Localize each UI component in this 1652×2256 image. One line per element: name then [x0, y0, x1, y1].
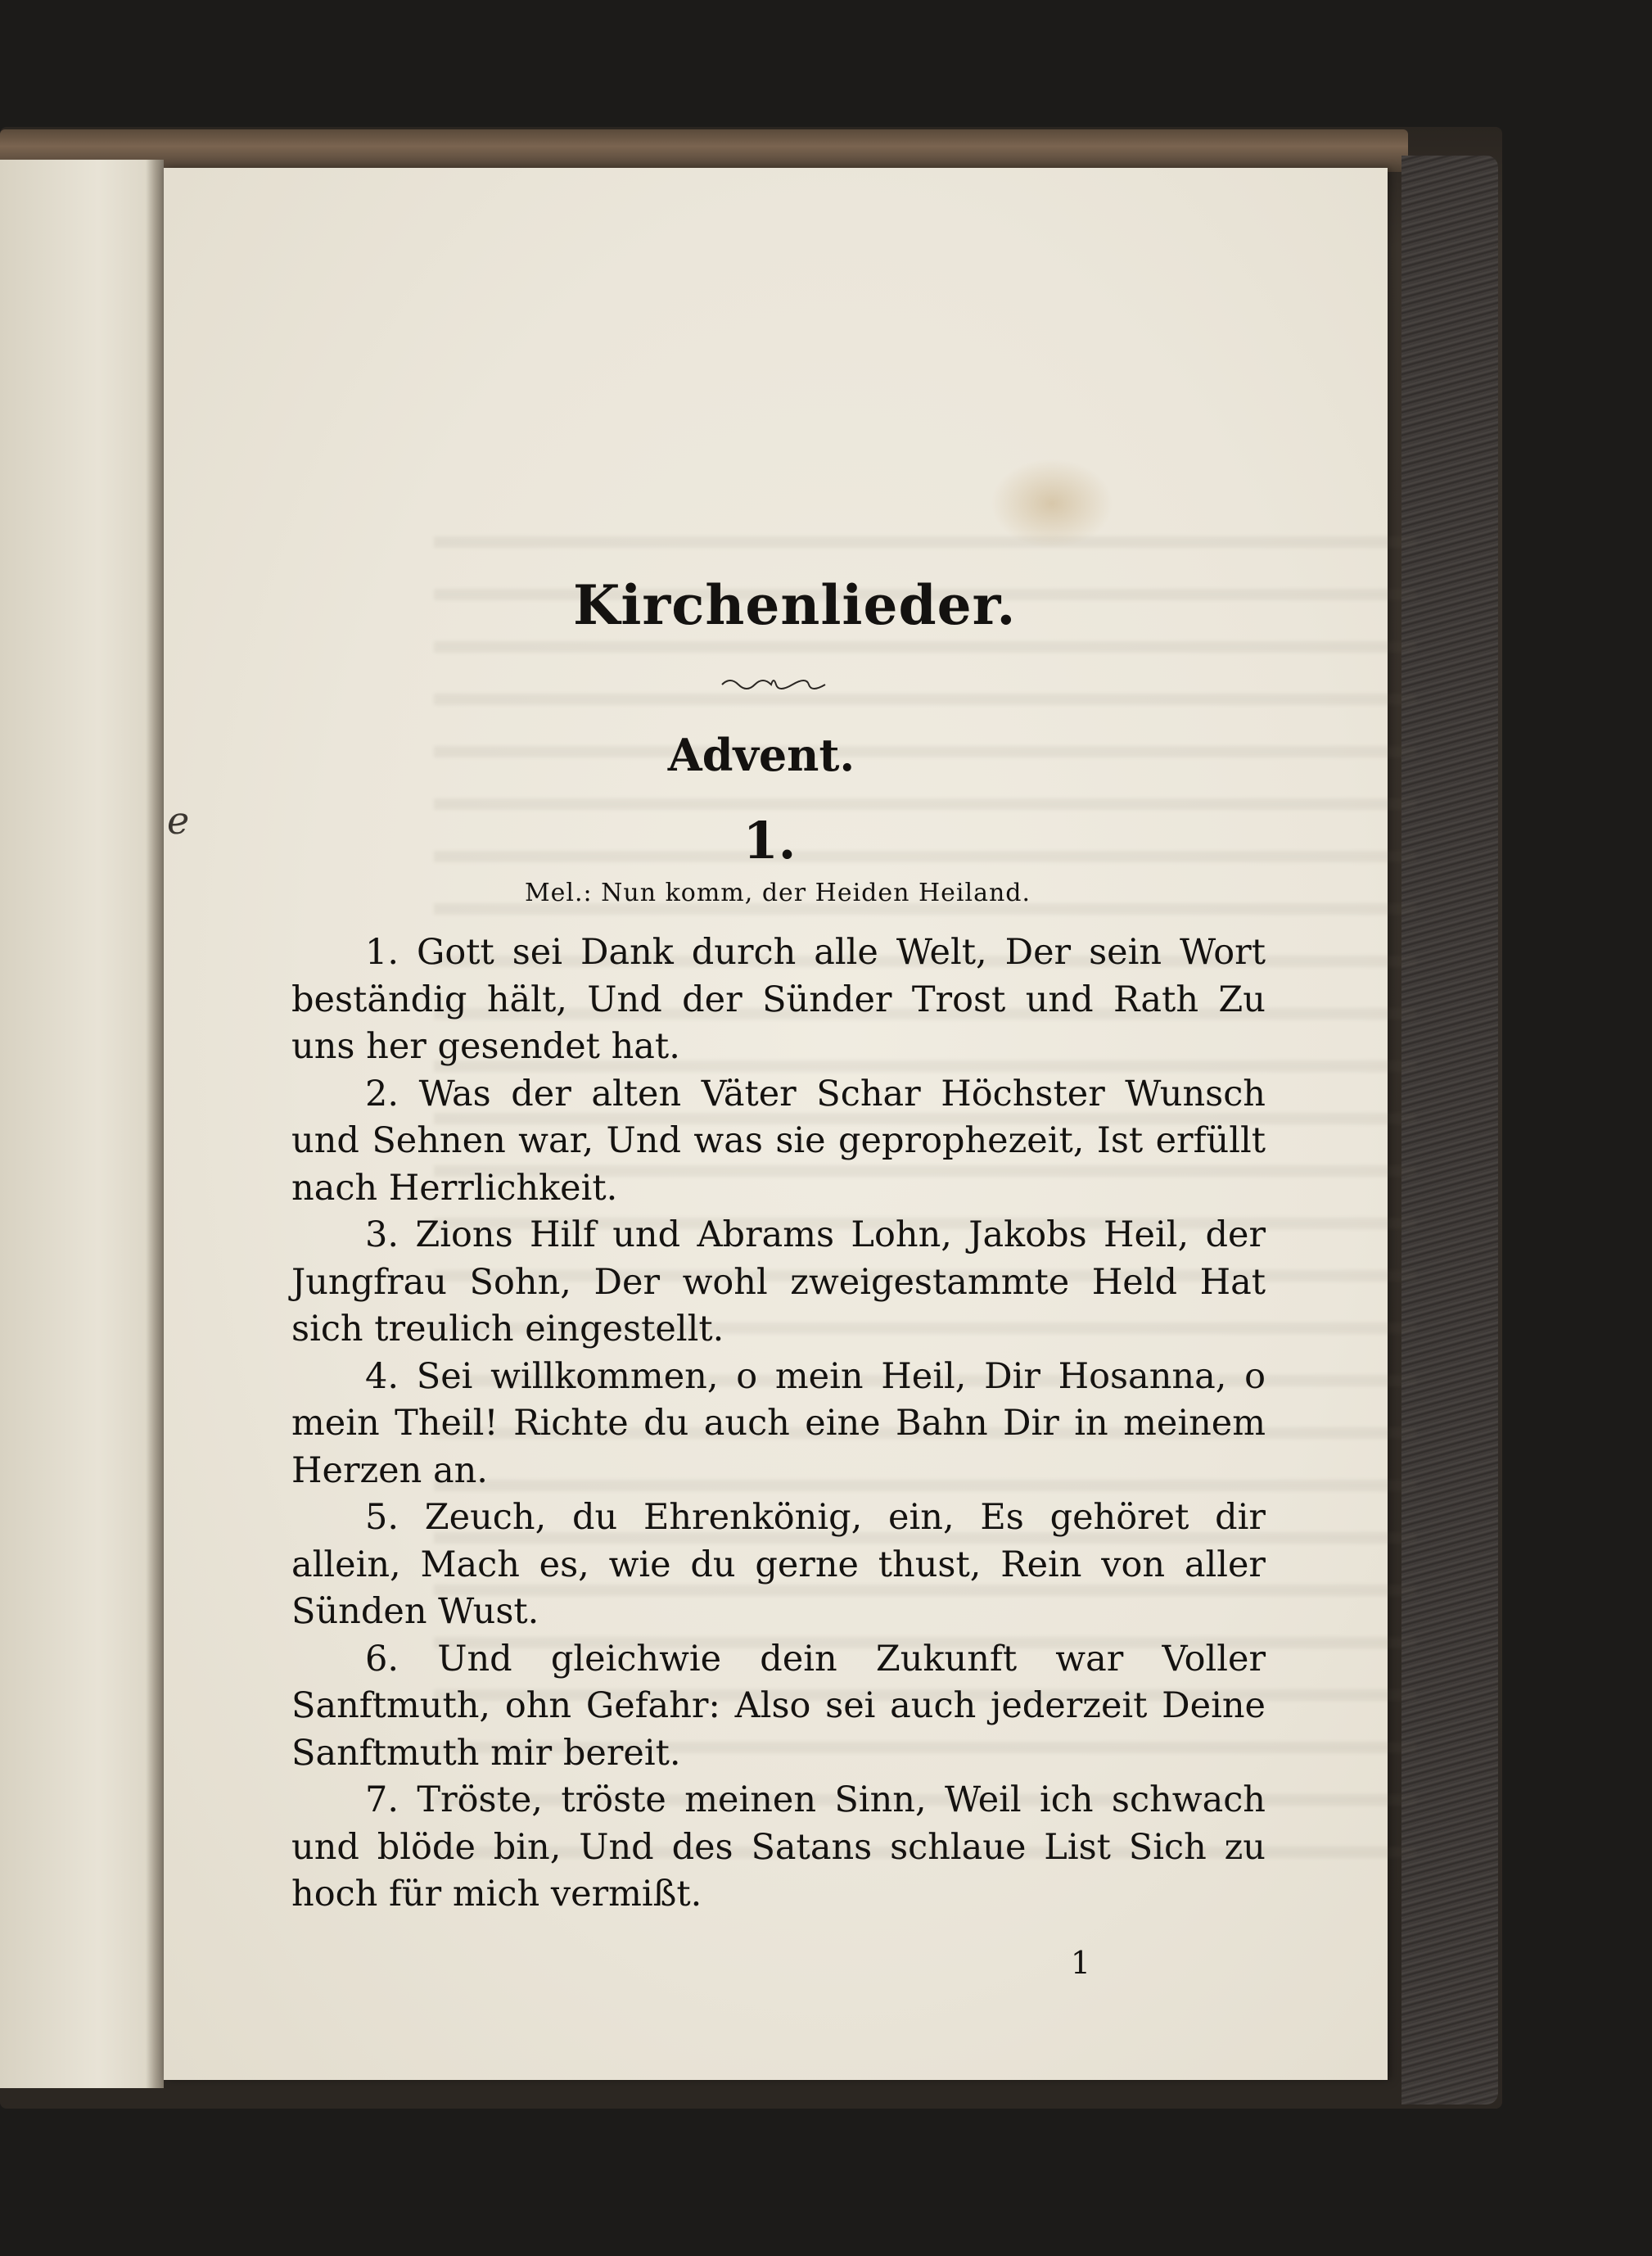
hymn-number: 1.: [742, 811, 797, 870]
section-heading: Advent.: [667, 729, 855, 781]
verse: 4. Sei willkommen, o mein Heil, Dir Hosanna, o mein Theil! Richte du auch eine Bahn Dir in meinem Herzen an.: [291, 1355, 1266, 1491]
verse: 7. Tröste, tröste meinen Sinn, Weil ich schwach und blöde bin, Und des Satans schlaue List Sich zu hoch für mich vermißt.: [291, 1779, 1266, 1915]
melody-line: Mel.: Nun komm, der Heiden Heiland.: [524, 879, 1031, 907]
verse: 3. Zions Hilf und Abrams Lohn, Jakobs Heil, der Jungfrau Sohn, Der wohl zweigestammte Held Hat sich treulich eingestellt.: [291, 1214, 1266, 1350]
verse: 1. Gott sei Dank durch alle Welt, Der sein Wort beständig hält, Und der Sünder Trost und Rath Zu uns her gesendet hat.: [291, 932, 1266, 1067]
page-number: 1: [1070, 1945, 1091, 1981]
cover-top-edge: [0, 129, 1408, 172]
verse: 2. Was der alten Väter Schar Höchster Wunsch und Sehnen war, Und was sie geprophezeit, Ist erfüllt nach Herrlichkeit.: [291, 1073, 1266, 1209]
title-ornament: [720, 673, 827, 693]
verse: 5. Zeuch, du Ehrenkönig, ein, Es gehöret dir allein, Mach es, wie du gerne thust, Rein von aller Sünden Wust.: [291, 1497, 1266, 1632]
page-gutter: [146, 160, 164, 2088]
paper-stain: [991, 459, 1113, 549]
page-title: Kirchenlieder.: [573, 573, 1017, 637]
previous-page-edge: [0, 160, 164, 2088]
hymn-text: [291, 929, 1266, 1919]
verse: 6. Und gleichwie dein Zukunft war Voller Sanftmuth, ohn Gefahr: Also sei auch jederzeit Deine Sanftmuth mir bereit.: [291, 1638, 1266, 1774]
margin-pencil-mark: e: [167, 798, 190, 843]
